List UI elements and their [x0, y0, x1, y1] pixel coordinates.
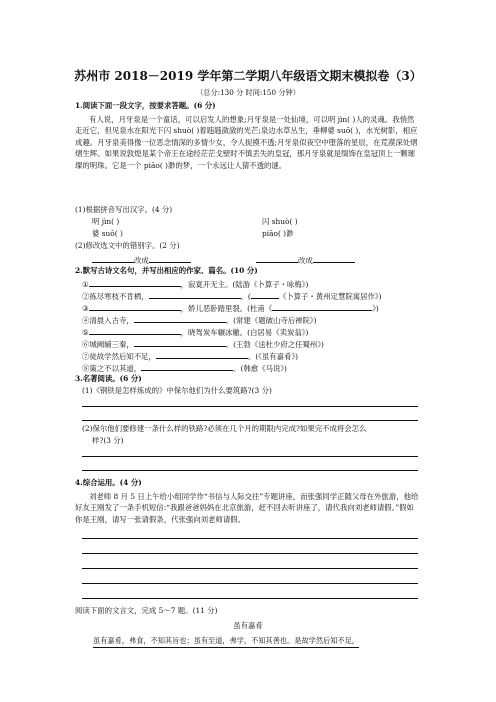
recite-line: ⑥城阙辅三秦， 。(王勃《送杜少府之任蜀州》) [82, 340, 324, 349]
q4-heading: 4.综合运用。(4 分) [75, 478, 142, 487]
answer-line[interactable] [82, 470, 418, 471]
fix-blank[interactable] [313, 254, 355, 263]
title-blank[interactable] [272, 302, 372, 311]
fix-blank[interactable] [92, 254, 134, 263]
recite-blank[interactable] [89, 326, 181, 335]
recite-blank[interactable] [89, 278, 181, 287]
recite-blank[interactable] [89, 302, 181, 311]
reading-subtitle: 虽有嘉肴 [233, 621, 263, 630]
author-blank[interactable] [251, 290, 279, 299]
fix-blank[interactable] [149, 254, 191, 263]
q1-sub2: (2)修改选文中的错别字。(2 分) [75, 241, 180, 250]
fix-blank[interactable] [256, 254, 298, 263]
q4-text: 刘老师 8 月 5 日上午给小组同学作“书信与人际交往”专题讲座，而张强同学正随父母在外旅游，他给好友王刚发了一条手机短信:“我跟爸爸妈妈在北京旅游，赶不回去听讲座了，请代我向刘老师请假。”假如你是王刚，请写一张请假条，代张强向刘老师请假。 [75, 492, 419, 524]
answer-line[interactable] [82, 553, 418, 554]
q3-sub2: (2)保尔他们要修建一条什么样的铁路?必须在几个月的期限内完成?如果完不成将会怎么 [82, 424, 367, 433]
recite-blank[interactable] [156, 350, 248, 359]
fix-row-1: 改成 [92, 254, 191, 266]
pinyin-3: 婆 suō( ) [92, 229, 123, 238]
recite-blank[interactable] [134, 338, 226, 347]
reading-intro: 阅读下面的文言文，完成 5～7 题。(11 分) [75, 606, 218, 615]
recite-line: ②拣尽寒枝不肯栖， 。( 《卜算子・黄州定慧院寓居作》) [82, 292, 382, 301]
answer-line[interactable] [82, 456, 418, 457]
q3-sub2-cont: 样?(3 分) [92, 436, 124, 445]
recite-line: ④清晨入古寺， 。(常建《题破山寺后禅院》) [82, 316, 317, 325]
recite-line: ① ，寂寞开无主。(陆游《卜算子・咏梅》) [82, 280, 309, 289]
q1-heading: 1.阅读下面一段文字，按要求答题。(6 分) [75, 101, 216, 110]
pinyin-1: 明 jìn( ) [92, 217, 120, 226]
q1-passage: 有人说，月牙泉是一个童话，可以启发人的想象;月牙泉是一处仙境，可以明 jìn( )人的灵魂。我悄然走近它，但见泉水在阳光下闪 shuò( )着韪韪潋潋的光芒;泉边水草丛生，垂柳婆 suō( )，水光树影，相应成趣。月牙泉美得像一位恶念情深的多情少女，令人捉摸不透;月牙泉似夜空中堕落的星辰，在荒漠深处熠熠生辉。如果说敦煌是某个帝王在途经茫茫戈壁时不慎丢失的皇冠，那月牙泉就是缀饰在皇冠顶上一颗璀璨的明珠。它是一个 piāo( )渺的梦，一个永远让人猜不透的谜。 [75, 115, 418, 170]
answer-line[interactable] [82, 420, 418, 421]
answer-line[interactable] [82, 538, 418, 539]
reading-text-line: 虽有嘉肴，弗食，不知其旨也；虽有至道，弗学，不知其善也。是故学然后知不足， [93, 636, 359, 648]
page-title: 苏州市 2018－2019 学年第二学期八年级语文期末模拟卷（3） [74, 69, 422, 83]
answer-line[interactable] [82, 406, 418, 407]
pinyin-4: piāo( )渺 [262, 229, 294, 238]
answer-line[interactable] [82, 568, 418, 569]
answer-line[interactable] [82, 583, 418, 584]
q1-sub1: (1)根据拼音写出汉字。(4 分) [75, 205, 173, 214]
recite-line: ③ ，娇儿恶卧踏里裂。(杜甫《 》) [82, 304, 379, 313]
recite-blank[interactable] [141, 362, 233, 371]
recite-blank[interactable] [149, 290, 241, 299]
q3-sub1: (1)《钢铁是怎样炼成的》中保尔他们为什么要筑路?(3 分) [82, 386, 272, 395]
q2-heading: 2.默写古诗文名句，并写出相应的作家、篇名。(10 分) [75, 266, 258, 275]
exam-meta: （总分:130 分 时间:150 分钟） [196, 88, 300, 97]
pinyin-2: 闪 shuò( ) [262, 217, 298, 226]
fix-row-2: 改成 [256, 254, 355, 266]
q3-heading: 3.名著阅读。(6 分) [75, 374, 142, 383]
recite-blank[interactable] [134, 314, 226, 323]
recite-line: ⑦徒故学然后知不足， 。(《虽有嘉肴》) [82, 352, 299, 361]
recite-line: ⑧策之不以其道， 。(韩愈《马说》) [82, 364, 287, 373]
answer-line[interactable] [82, 598, 418, 599]
recite-line: ⑤ ，晓驾炭车辗冰辙。(白居易《卖炭翁》) [82, 328, 309, 337]
